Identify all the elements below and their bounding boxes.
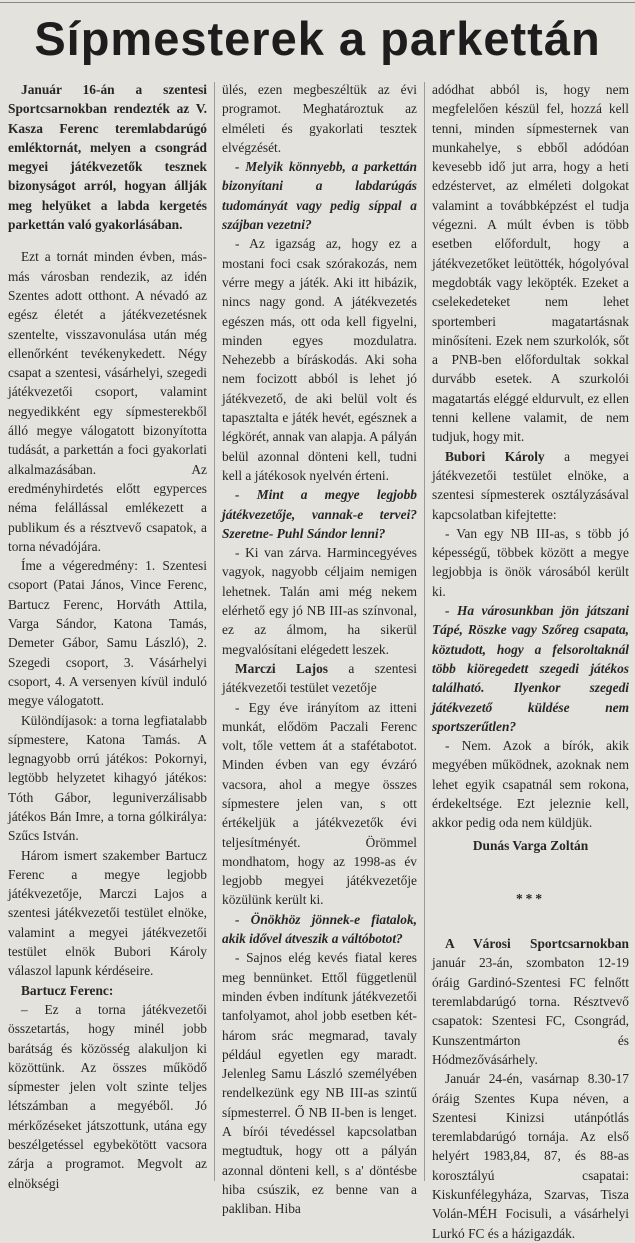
column-2 bbox=[222, 80, 418, 1217]
author-byline: Dunás Varga Zoltán bbox=[472, 837, 589, 853]
paragraph: - Ki van zárva. Harmincegyéves vagyok, nagyobb céljaim nemigen lehetnek. Talán ami még nekem elérhető egy jó NB III-as színvonal, ez az álmom, ha sikerül megvalósítani elégedett leszek. bbox=[222, 545, 417, 657]
interviewee-intro bbox=[432, 447, 629, 524]
announcement-text: január 23-án, szombaton 12-19 óráig Gardinó-Szentesi FC felnőtt teremlabdarúgó torna. Résztvevő csapatok: Szentesi FC, Csongrád, Kunszentmárton és Hódmezővásárhely. bbox=[432, 955, 629, 1067]
paragraph: - Van egy NB III-as, s több jó képességű, többek között a megye legjobbja is önök városából került ki. bbox=[432, 525, 629, 599]
announcement-paragraph bbox=[432, 934, 629, 1069]
interviewee-role: a megyei játékvezetői testület elnöke, a szentesi sípmesterek osztályzásával kapcsolatban kifejtette: bbox=[432, 448, 629, 522]
paragraph: Íme a végeredmény: 1. Szentesi csoport (Patai János, Vince Ferenc, Bartucz Ferenc, Horváth Attila, Varga Sándor, Katona Tamás, Demeter Gábor, Samu László), 2. Szegedi csoport, 3. Vásárhelyi csoport, 4. A versenyen kívül induló megye válogatott. bbox=[8, 558, 207, 709]
interview-question: - Ha városunkban jön játszani Tápé, Röszke vagy Szőreg csapata, köztudott, hogy a felsoroltaknál több kiöregedett szegedi játékos található. Ilyenkor szegedi játékvezető küldése nem sportszerűtlen? bbox=[432, 603, 629, 734]
paragraph: - Egy éve irányítom az itteni munkát, elődöm Paczali Ferenc volt, tőle vettem át a stafétabotot. Minden évben van egy évzáró vacsora, ahol a megye összes sípmestere jelen van, s ott értékeljük a játékvezetők évi teljesítményét. Örömmel mondhatom, hogy az 1998-as év legjobb megyei játékvezetője közülünk került ki. bbox=[222, 699, 417, 908]
interview-question: - Önökhöz jönnek-e fiatalok, akik idővel átveszik a váltóbotot? bbox=[222, 911, 417, 947]
paragraph: - Sajnos elég kevés fiatal keres meg bennünket. Ettől függetlenül minden évben indítunk játékvezetői tanfolyamot, ahol jobb esetben két-három srác megmarad, tavaly például egyetlen egy maradt. Jelenleg Samu László személyében rendelkezünk egy NB III-as szintű sípmesterrel. Ő NB II-ben is lenget. A bírói tévedéssel kapcsolatban megtudtuk, hogy ott a pályán azonnal dönteni kell, s a' döntésbe hiba csúszik, ez benne van a pakliban. Hiba bbox=[222, 950, 417, 1217]
interviewee-name: Bubori Károly bbox=[445, 448, 545, 464]
interviewee-heading: Bartucz Ferenc: bbox=[21, 982, 114, 998]
paragraph: Három ismert szakember Bartucz Ferenc a megye legjobb játékvezetője, Marczi Lajos a szentesi játékvezetői testület elnöke, valamint a megyei játékvezetői testület elnök Bubori Károly válaszol lapunk kérdéseire. bbox=[8, 847, 207, 979]
announcement-paragraph: Január 24-én, vasárnap 8.30-17 óráig Szentes Kupa néven, a Szentesi Kinizsi utánpótlás teremlabdarúgó tornája. Az első helyért 1983,84, 87, és 88-as korosztályú csapatai: Kiskunfélegyháza, Szarvas, Tisza Volán-MÉH Focisuli, a vásárhelyi Lurkó FC és a házigazdák. bbox=[432, 1071, 629, 1241]
interview-question: - Mint a megye legjobb játékvezetője, vannak-e tervei? Szeretne- Puhl Sándor lenni? bbox=[222, 487, 417, 541]
interviewee-intro bbox=[222, 659, 417, 698]
interviewee-name: Marczi Lajos bbox=[235, 660, 328, 676]
column-divider bbox=[424, 82, 425, 1181]
paragraph: - Nem. Azok a bírók, akik megyében működnek, azoknak nem lehet egyik csapatnál sem rokona, érdekeltsége. Ezt jeleznie kell, akkor pedig oda nem küldjük. bbox=[432, 738, 629, 831]
interview-question: - Melyik könnyebb, a parkettán bizonyítani a labdarúgás tudományát vagy pedig síppal a szájban vezetni? bbox=[222, 159, 417, 233]
article-title: Sípmesterek a parkettán bbox=[34, 12, 601, 65]
venue-name: A Városi Sportcsarnokban bbox=[445, 936, 629, 952]
paragraph: - Az igazság az, hogy ez a mostani foci csak szórakozás, nem vérre megy a játék. Aki itt hibázik, nincs nagy gond. A játékvezetés egészen más, ott oda kell figyelni, minden egyes mozdulatra. Nehezebb a bíráskodás. Aki soha nem focizott abból is lehet jó játékvezető, de aki belül volt és tapasztalta e játék hevét, egésznek a légkörét, annak van alapja. A pályán belül azonnal dönteni kell, tudni kell a játékosok nyelvén érteni. bbox=[222, 236, 417, 483]
lead-paragraph: Január 16-án a szentesi Sportcsarnokban rendezték az V. Kasza Ferenc teremlabdarúgó emléktornát, melyen a csongrád megyei játékvezetők tesznek bizonyságot arról, hogyan állják meg helyüket a labda kergetés parkettán való gyakorlásában. bbox=[8, 82, 207, 233]
column-3 bbox=[432, 80, 629, 1241]
paragraph: Ezt a tornát minden évben, más-más városban rendezik, az idén Szentes adott otthont. A névadó az egész életét a játékvezetésnek szentelte, visszavonulása után még ellenőrként tevékenykedett. Négy csapat a szentesi, vásárhelyi, szegedi játékvezetői csoport, valamint negyedikként egy sípmesterekből álló megye válogatott bizonyította tudását, a parkettán a foci gyakorlati alkalmazásában. Az eredményhirdetés előtt egyperces néma felállással emlékezett a publikum és a résztvevő csapatok, a torna névadójára. bbox=[8, 249, 207, 554]
paragraph: ülés, ezen megbeszéltük az évi programot. Meghatároztuk az elméleti és gyakorlati tesztek elvégzését. bbox=[222, 82, 417, 155]
interviewee-role: a szentesi játékvezetői testület vezetője bbox=[222, 660, 418, 696]
column-divider bbox=[214, 82, 215, 1181]
paragraph: – Ez a torna játékvezetői összetartás, hogy minél jobb barátság és közösség alakuljon ki közöttünk. Az összes működő sípmester jelen volt szinte teljes létszámban a megyéből. Jó mérkőzéseket játszottunk, utána egy beszélgetéssel egybekötött vacsora zárja a programot. Megvolt az elnökségi bbox=[8, 1001, 207, 1191]
top-rule bbox=[0, 2, 635, 3]
column-1 bbox=[8, 80, 207, 1191]
section-separator: *** bbox=[515, 890, 546, 906]
paragraph: adódhat abból is, hogy nem megfelelően készül fel, hozzá kell tenni, minden sípmesternek van munkahelye, s ebből adódóan kevesebb idő jut arra, hogy a heti edzéstervet, az elméleti dolgokat valamint a továbbképzést el tudja végezni. A múlt évben is több esetben előfordult, hogy a játékvezetőket leütötték, hógolyóval megdobták vagy leköpték. Ezeket a cselekedeteket nem lehet sportemberi magatartásnak minősíteni. Ezek nem szurkolók, sőt a PNB-ben előfordultak sokkal durvább esetek. A szurkolói magatartás eléggé eldurvult, ez ellen tenni kellene valamit, de nem tudjuk, hogy mit. bbox=[432, 82, 629, 445]
paragraph: Különdíjasok: a torna legfiatalabb sípmestere, Katona Tamás. A legnagyobb orrú játékos: Pokornyi, legtöbb helyzetet kihagyó játékos: Tóth Gábor, leguniverzálisabb játékos Bán Imre, a torna gólkirálya: Szűcs István. bbox=[8, 712, 207, 844]
